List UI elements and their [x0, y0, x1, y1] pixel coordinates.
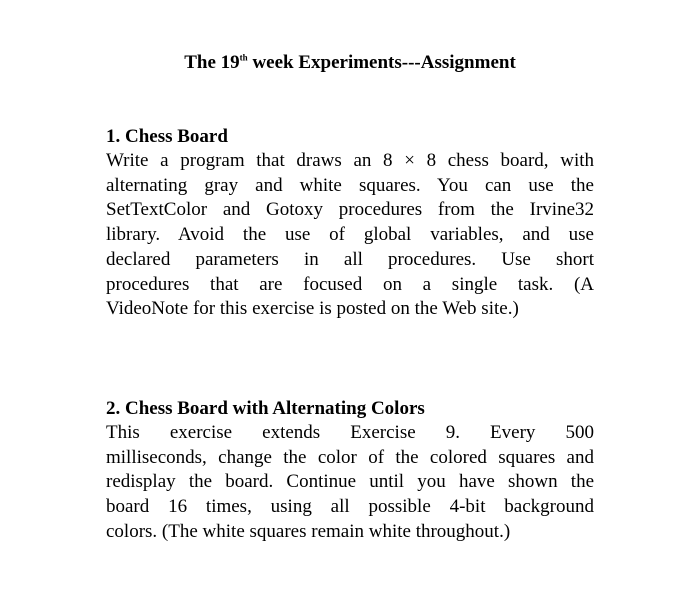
exercise-2-body [106, 421, 594, 545]
exercise-1-line: declared parameters in all procedures. Use short [106, 248, 594, 270]
title-prefix: The 19 [184, 52, 240, 73]
exercise-2-line: colors. (The white squares remain white throughout.) [106, 520, 511, 542]
exercise-1-line: procedures that are focused on a single task. (A [106, 273, 594, 295]
title-suffix: week Experiments---Assignment [247, 52, 516, 73]
title-ordinal-superscript: th [239, 52, 248, 63]
exercise-2-line: This exercise extends Exercise 9. Every 500 [106, 422, 594, 443]
exercise-1-line: VideoNote for this exercise is posted on the Web site.) [106, 298, 519, 320]
exercise-1-line: alternating gray and white squares. You can use the [106, 174, 594, 196]
exercise-1-body [106, 149, 594, 322]
exercise-1-line: SetTextColor and Gotoxy procedures from the Irvine32 [106, 199, 594, 221]
exercise-2-section [106, 396, 594, 545]
exercise-2-line: milliseconds, change the color of the colored squares and [106, 446, 594, 468]
document-title [0, 50, 700, 76]
exercise-1-section [106, 124, 594, 322]
exercise-2-heading: 2. Chess Board with Alternating Colors [106, 398, 425, 419]
exercise-1-line: library. Avoid the use of global variables, and use [106, 224, 594, 246]
exercise-1-line: Write a program that draws an 8 × 8 chess board, with [106, 150, 594, 171]
exercise-2-line: redisplay the board. Continue until you have shown the [106, 471, 594, 493]
exercise-2-line: board 16 times, using all possible 4-bit background [106, 496, 594, 518]
exercise-1-heading: 1. Chess Board [106, 126, 228, 147]
